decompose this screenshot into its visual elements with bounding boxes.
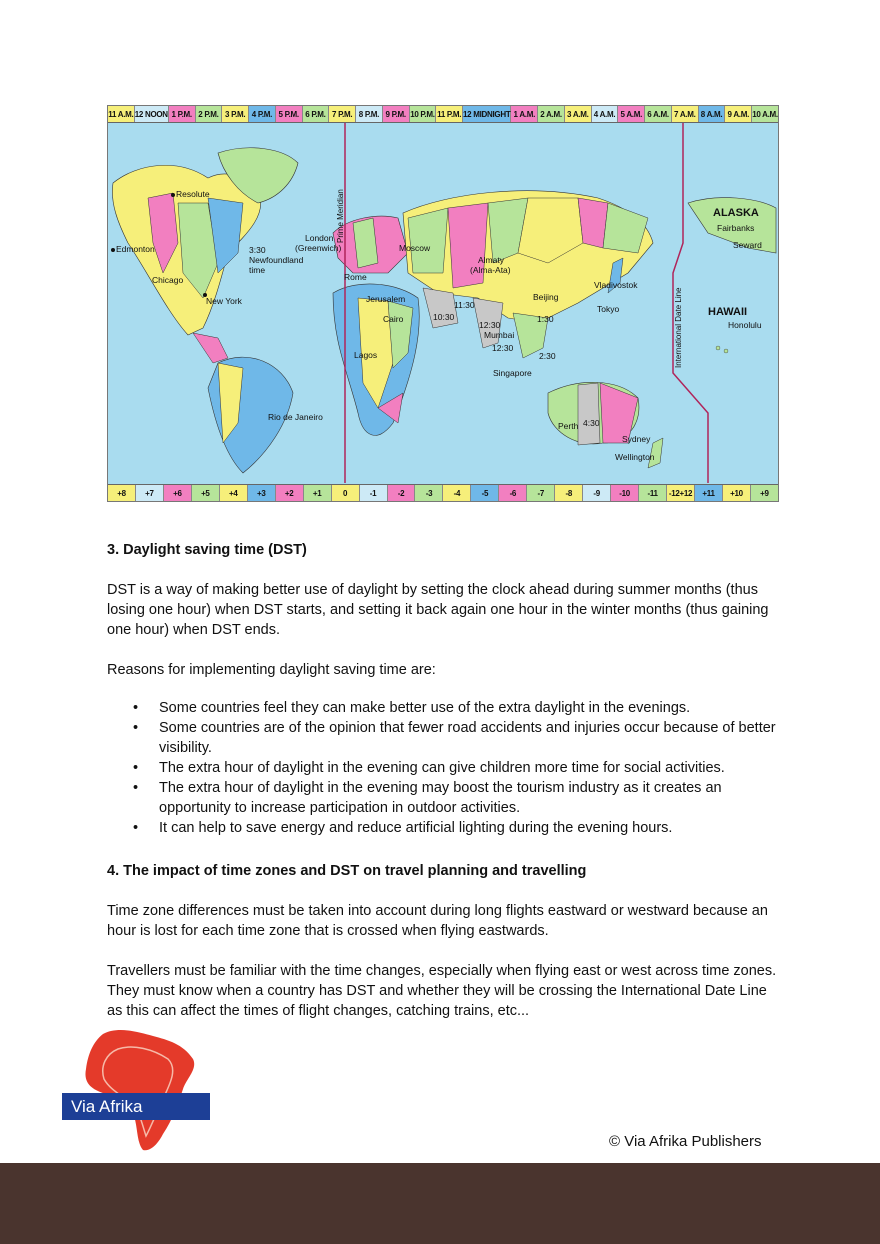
label-cairo: Cairo	[383, 314, 404, 324]
section-4-paragraph-2: Travellers must be familiar with the time changes, especially when flying east or west across time zones. They must know when a country has DST and whether they will be crossing the International Date Line as this can affect the times of flight changes, catching trains, etc...	[107, 963, 777, 1019]
hour-cell: 8 A.M.	[699, 106, 726, 122]
label-1230-b: 12:30	[492, 343, 514, 353]
label-230: 2:30	[539, 351, 556, 361]
list-item: • Some countries feel they can make better use of the extra daylight in the evenings.	[133, 700, 691, 716]
offset-cell: -7	[527, 485, 555, 501]
label-1130: 11:30	[454, 300, 475, 310]
hour-cell: 7 A.M.	[672, 106, 699, 122]
hour-cell: 12 MIDNIGHT	[463, 106, 511, 122]
label-moscow: Moscow	[399, 243, 431, 253]
label-fairbanks: Fairbanks	[717, 223, 755, 233]
label-1230-a: 12:30	[479, 320, 501, 330]
time-zone-map	[107, 105, 779, 502]
list-item-text: Some countries are of the opinion that fewer road accidents and injuries occur because of better visibility.	[159, 720, 776, 756]
hour-cell: 6 A.M.	[645, 106, 672, 122]
section-4-paragraph-1: Time zone differences must be taken into account during long flights eastward or westward because an hour is lost for each time zone that is crossed when flying eastwards.	[107, 903, 768, 939]
label-chicago: Chicago	[152, 275, 184, 285]
list-item: • It can help to save energy and reduce artificial lighting during the evening hours.	[133, 820, 673, 836]
label-sydney: Sydney	[622, 434, 651, 444]
offset-cell: +6	[164, 485, 192, 501]
list-item-text: The extra hour of daylight in the evening may boost the tourism industry as it creates an opportunity to increase participation in outdoor activities.	[159, 780, 722, 816]
copyright-notice: © Via Afrika Publishers	[609, 1133, 762, 1150]
label-newfoundland: Newfoundland	[249, 255, 304, 265]
offset-cell: -2	[388, 485, 416, 501]
offset-cell: -4	[443, 485, 471, 501]
list-item: • The extra hour of daylight in the evening can give children more time for social activities.	[133, 760, 725, 776]
hour-cell: 9 A.M.	[725, 106, 752, 122]
offset-cell: -10	[611, 485, 639, 501]
label-prime-meridian: Prime Meridian	[336, 189, 345, 243]
label-hawaii: HAWAII	[708, 306, 748, 318]
label-new-york: New York	[206, 296, 242, 306]
section-4-heading: 4. The impact of time zones and DST on travel planning and travelling	[107, 863, 587, 879]
offset-cell: -6	[499, 485, 527, 501]
hour-cell: 4 P.M.	[249, 106, 276, 122]
offset-cell: 0	[332, 485, 360, 501]
hour-cell: 7 P.M.	[329, 106, 356, 122]
offset-cell: +10	[723, 485, 751, 501]
label-tokyo: Tokyo	[597, 304, 620, 314]
offset-cell: -9	[583, 485, 611, 501]
offset-cell: +4	[220, 485, 248, 501]
logo-text: Via Afrika	[62, 1093, 210, 1120]
label-edmonton: Edmonton	[116, 244, 155, 254]
via-afrika-logo-icon	[58, 1024, 218, 1154]
label-wellington: Wellington	[615, 452, 655, 462]
hour-cell: 3 P.M.	[222, 106, 249, 122]
label-perth: Perth	[558, 421, 579, 431]
section-3-paragraph-1: DST is a way of making better use of daylight by setting the clock ahead during summer months (thus losing one hour) when DST starts, and setting it back again one hour in the winter months (thus gaining one hour) when DST ends.	[107, 582, 769, 638]
label-130: 1:30	[537, 314, 554, 324]
offset-cell: +1	[304, 485, 332, 501]
hour-cell: 11 A.M.	[108, 106, 135, 122]
offset-cell: +3	[248, 485, 276, 501]
hour-cell: 5 P.M.	[276, 106, 303, 122]
map-body	[108, 123, 778, 483]
resolute-marker	[171, 193, 175, 197]
hour-cell: 1 A.M.	[511, 106, 538, 122]
hour-cell: 10 P.M.	[410, 106, 437, 122]
offset-band-bottom	[108, 484, 778, 501]
label-seward: Seward	[733, 240, 762, 250]
label-rio-de-janeiro: Rio de Janeiro	[268, 412, 323, 422]
label-alaska: ALASKA	[713, 207, 759, 219]
section-3-heading: 3. Daylight saving time (DST)	[107, 542, 307, 558]
hour-cell: 8 P.M.	[356, 106, 383, 122]
label-honolulu: Honolulu	[728, 320, 762, 330]
offset-cell: +5	[192, 485, 220, 501]
hour-cell: 1 P.M.	[169, 106, 196, 122]
section-3-paragraph-2: Reasons for implementing daylight saving time are:	[107, 662, 436, 678]
label-jerusalem: Jerusalem	[366, 294, 406, 304]
label-mumbai: Mumbai	[484, 330, 515, 340]
hour-cell: 3 A.M.	[565, 106, 592, 122]
offset-cell: +7	[136, 485, 164, 501]
hour-cell: 6 P.M.	[303, 106, 330, 122]
list-item-text: It can help to save energy and reduce artificial lighting during the evening hours.	[159, 820, 673, 836]
hour-band-top	[108, 106, 778, 123]
label-greenwich: (Greenwich)	[295, 243, 342, 253]
hour-cell: 11 P.M.	[436, 106, 463, 122]
label-beijing: Beijing	[533, 292, 559, 302]
offset-cell: +11	[695, 485, 723, 501]
offset-cell: +2	[276, 485, 304, 501]
offset-cell: -5	[471, 485, 499, 501]
edmonton-marker	[111, 248, 115, 252]
offset-cell: +8	[108, 485, 136, 501]
list-item: • Some countries are of the opinion that fewer road accidents and injuries occur because of better visibility.	[133, 720, 776, 756]
offset-cell: -12+12	[667, 485, 695, 501]
hour-cell: 9 P.M.	[383, 106, 410, 122]
hour-cell: 4 A.M.	[592, 106, 619, 122]
offset-cell: -8	[555, 485, 583, 501]
label-singapore: Singapore	[493, 368, 532, 378]
label-resolute: Resolute	[176, 189, 210, 199]
label-1030: 10:30	[433, 312, 455, 322]
label-vladivostok: Vladivostok	[594, 280, 638, 290]
label-rome: Rome	[344, 272, 367, 282]
hour-cell: 12 NOON	[135, 106, 169, 122]
offset-cell: -3	[415, 485, 443, 501]
label-international-date-line: International Date Line	[674, 287, 683, 368]
dst-reasons-list	[107, 698, 777, 838]
offset-cell: +9	[751, 485, 778, 501]
label-430: 4:30	[583, 418, 600, 428]
label-newfoundland-suffix: time	[249, 265, 266, 275]
label-newfoundland-time: 3:30	[249, 245, 266, 255]
hour-cell: 5 A.M.	[618, 106, 645, 122]
list-item-text: Some countries feel they can make better use of the extra daylight in the evenings.	[159, 700, 691, 716]
label-almaty: Almaty	[478, 255, 504, 265]
hour-cell: 2 P.M.	[196, 106, 223, 122]
hour-cell: 10 A.M.	[752, 106, 778, 122]
list-item-text: The extra hour of daylight in the evening can give children more time for social activities.	[159, 760, 725, 776]
list-item: • The extra hour of daylight in the evening may boost the tourism industry as it creates an opportunity to increase participation in outdoor activities.	[133, 780, 722, 816]
offset-cell: -1	[360, 485, 388, 501]
label-london: London	[305, 233, 334, 243]
offset-cell: -11	[639, 485, 667, 501]
footer-bar	[0, 1163, 880, 1244]
hour-cell: 2 A.M.	[538, 106, 565, 122]
label-lagos: Lagos	[354, 350, 378, 360]
label-alma-ata: (Alma-Ata)	[470, 265, 511, 275]
